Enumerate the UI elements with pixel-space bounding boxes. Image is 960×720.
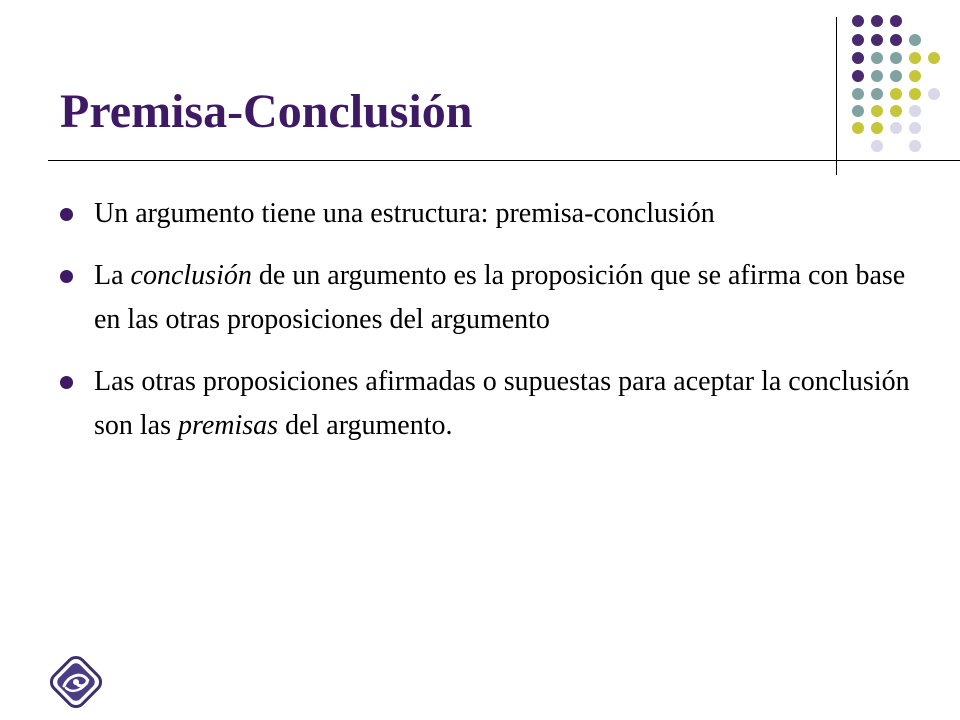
grid-dot — [852, 70, 864, 82]
bullet-dot-icon — [60, 270, 73, 283]
bullet-dot-icon — [60, 208, 73, 221]
grid-dot — [871, 88, 883, 100]
grid-dot — [928, 88, 940, 100]
bullet-text — [94, 360, 928, 448]
grid-dot — [890, 70, 902, 82]
grid-dot — [909, 105, 921, 117]
bullet-item — [58, 254, 928, 342]
slide-title: Premisa-Conclusión — [60, 85, 473, 138]
grid-dot — [852, 88, 864, 100]
bullet-text-part: La — [94, 260, 131, 291]
grid-dot — [871, 15, 883, 27]
bullet-text — [94, 254, 928, 342]
grid-dot — [890, 52, 902, 64]
grid-dot — [852, 34, 864, 46]
bullet-emphasis: premisas — [178, 410, 279, 441]
grid-dot — [909, 122, 921, 134]
bullet-dot-icon — [60, 376, 73, 389]
grid-dot — [871, 122, 883, 134]
grid-dot — [909, 34, 921, 46]
grid-dot — [909, 52, 921, 64]
bullet-text-part: Las otras proposiciones afirmadas o supuestas para aceptar la conclusión son las — [94, 366, 910, 441]
grid-dot — [909, 70, 921, 82]
grid-dot — [852, 122, 864, 134]
bullet-item — [58, 192, 928, 236]
grid-dot — [928, 52, 940, 64]
grid-dot — [871, 140, 883, 152]
grid-dot — [890, 34, 902, 46]
bullet-text — [94, 192, 928, 236]
grid-dot — [852, 15, 864, 27]
bullet-emphasis: conclusión — [130, 260, 252, 291]
grid-dot — [890, 15, 902, 27]
bullet-item — [58, 360, 928, 448]
grid-dot — [852, 52, 864, 64]
grid-dot — [909, 140, 921, 152]
grid-dot — [890, 122, 902, 134]
grid-dot — [909, 88, 921, 100]
bullet-list — [58, 192, 928, 466]
grid-dot — [871, 105, 883, 117]
title-underline — [48, 160, 960, 161]
grid-dot — [871, 70, 883, 82]
bullet-text-part: Un argumento tiene una estructura: premisa-conclusión — [94, 198, 715, 229]
grid-dot — [871, 52, 883, 64]
bullet-text-part: de un argumento es la proposición que se afirma con base en las otras proposiciones del argumento — [94, 260, 906, 335]
bullet-text-part: del argumento. — [278, 410, 453, 441]
grid-dot — [890, 105, 902, 117]
vertical-divider — [836, 17, 837, 175]
grid-dot — [852, 105, 864, 117]
swirl-logo-icon — [46, 652, 106, 712]
grid-dot — [890, 88, 902, 100]
grid-dot — [871, 34, 883, 46]
